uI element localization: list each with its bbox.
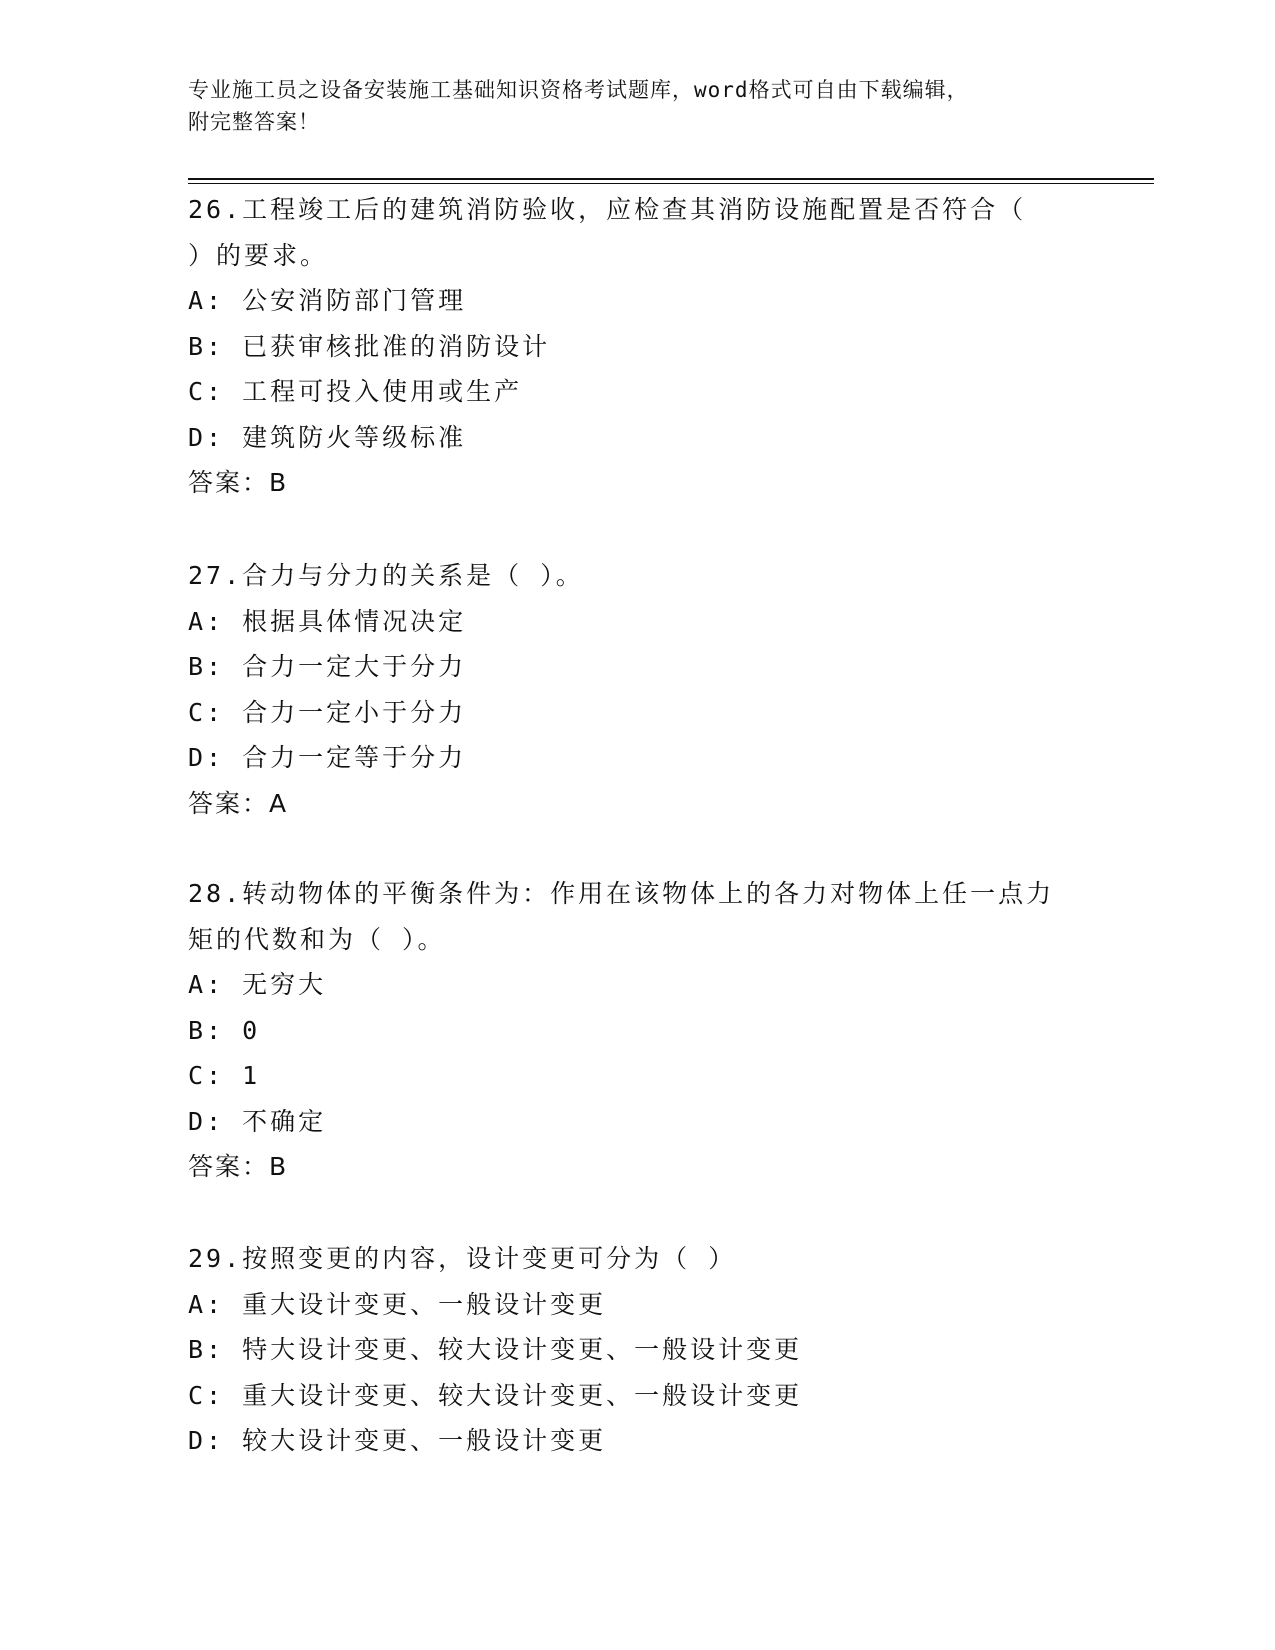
question-stem-continued: 矩的代数和为（ ）。 (188, 924, 446, 954)
option-c: C: 合力一定小于分力 (188, 697, 467, 727)
option-d: D: 建筑防火等级标准 (188, 422, 467, 452)
option-b: B: 合力一定大于分力 (188, 652, 467, 681)
question-stem-continued: ）的要求。 (188, 240, 329, 270)
question-29 (188, 1236, 1088, 1464)
answer-line: 答案：B (188, 468, 289, 497)
option-a: A: 重大设计变更、一般设计变更 (188, 1289, 607, 1319)
option-c: C: 工程可投入使用或生产 (188, 377, 523, 406)
header-divider (188, 178, 1154, 180)
question-stem: 26.工程竣工后的建筑消防验收，应检查其消防设施配置是否符合（ (188, 195, 1027, 224)
option-b: B: 已获审核批准的消防设计 (188, 331, 551, 361)
option-d: D: 不确定 (188, 1106, 327, 1136)
header-line-2: 附完整答案！ (188, 110, 320, 134)
option-b: B: 0 (188, 1015, 261, 1045)
option-c: C: 重大设计变更、较大设计变更、一般设计变更 (188, 1380, 803, 1410)
option-a: A: 无穷大 (188, 970, 327, 999)
question-stem: 28.转动物体的平衡条件为：作用在该物体上的各力对物体上任一点力 (188, 879, 1055, 908)
header-line-1: 专业施工员之设备安装施工基础知识资格考试题库，word格式可自由下载编辑， (188, 78, 969, 102)
answer-line: 答案：A (188, 788, 289, 818)
option-a: A: 根据具体情况决定 (188, 606, 467, 636)
option-d: D: 较大设计变更、一般设计变更 (188, 1426, 607, 1455)
option-d: D: 合力一定等于分力 (188, 743, 467, 772)
question-26 (188, 187, 1088, 506)
answer-line: 答案：B (188, 1152, 289, 1181)
option-b: B: 特大设计变更、较大设计变更、一般设计变更 (188, 1335, 803, 1364)
option-a: A: 公安消防部门管理 (188, 286, 467, 315)
question-stem: 27.合力与分力的关系是（ ）。 (188, 561, 584, 590)
document-header (188, 74, 1088, 138)
option-c: C: 1 (188, 1061, 261, 1090)
question-stem: 29.按照变更的内容，设计变更可分为（ ） (188, 1244, 737, 1273)
question-28 (188, 871, 1088, 1190)
question-27 (188, 553, 1088, 826)
header-divider-thin (188, 183, 1154, 184)
